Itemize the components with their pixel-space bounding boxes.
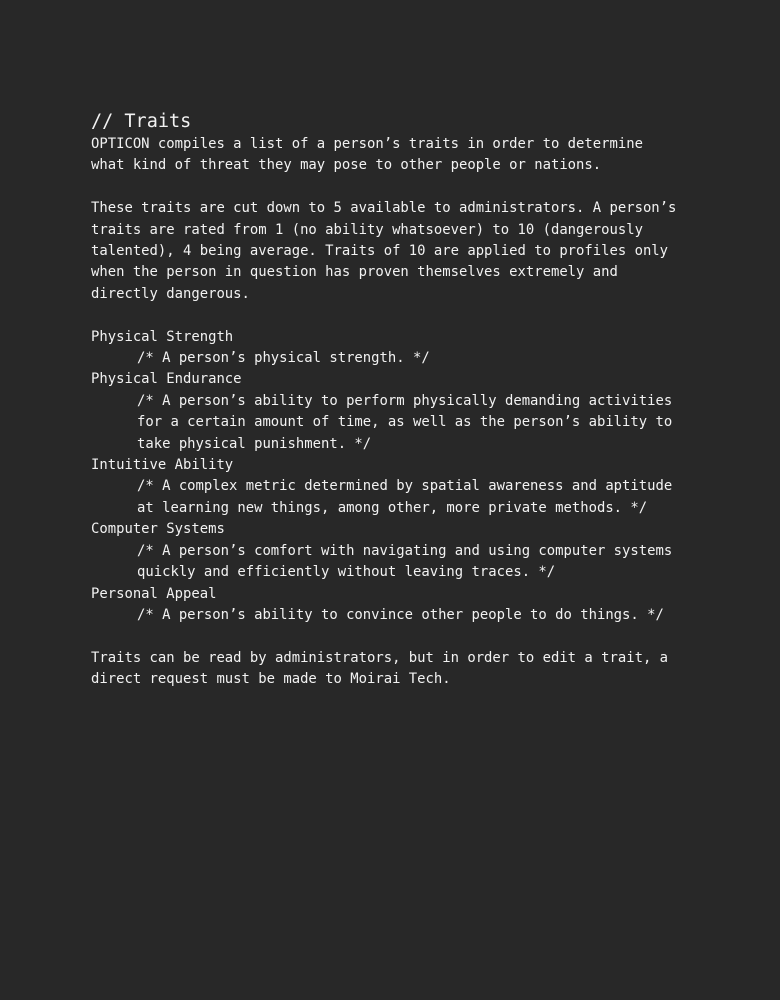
closing-line: direct request must be made to Moirai Tech. xyxy=(91,671,451,688)
closing-paragraph xyxy=(91,648,731,691)
rating-line: traits are rated from 1 (no ability whatsoever) to 10 (dangerously xyxy=(91,221,643,238)
trait-description-line: /* A person’s ability to perform physically demanding activities xyxy=(137,392,673,409)
intro-line: OPTICON compiles a list of a person’s traits in order to determine xyxy=(91,136,643,152)
trait-name: Personal Appeal xyxy=(91,585,217,602)
trait-description-line: /* A person’s physical strength. */ xyxy=(137,350,430,367)
rating-line: directly dangerous. xyxy=(91,285,250,302)
intro-line: what kind of threat they may pose to other people or nations. xyxy=(91,157,602,174)
trait-item-physical-endurance xyxy=(91,369,731,455)
traits-list xyxy=(91,327,731,627)
trait-item-personal-appeal xyxy=(91,584,731,627)
rating-line: when the person in question has proven themselves extremely and xyxy=(91,264,618,281)
paragraph-spacer xyxy=(91,177,731,198)
page-title: // Traits xyxy=(91,111,192,132)
trait-description-line: /* A person’s ability to convince other people to do things. */ xyxy=(137,606,664,623)
trait-item-computer-systems xyxy=(91,519,731,583)
trait-item-intuitive-ability xyxy=(91,455,731,519)
trait-description-line: at learning new things, among other, more private methods. */ xyxy=(137,499,648,516)
rating-line: talented), 4 being average. Traits of 10 are applied to profiles only xyxy=(91,243,669,260)
paragraph-spacer xyxy=(91,626,731,647)
document-content xyxy=(91,110,731,691)
closing-line: Traits can be read by administrators, but in order to edit a trait, a xyxy=(91,649,669,666)
trait-description-line: take physical punishment. */ xyxy=(137,435,372,452)
trait-name: Physical Endurance xyxy=(91,371,242,388)
trait-name: Computer Systems xyxy=(91,521,225,538)
trait-description-line: for a certain amount of time, as well as the person’s ability to xyxy=(137,414,673,431)
rating-line: These traits are cut down to 5 available to administrators. A person’s xyxy=(91,200,677,217)
trait-name: Intuitive Ability xyxy=(91,457,234,474)
trait-item-physical-strength xyxy=(91,327,731,370)
intro-paragraph xyxy=(91,134,731,177)
trait-name: Physical Strength xyxy=(91,328,234,345)
paragraph-spacer xyxy=(91,305,731,326)
trait-description-line: quickly and efficiently without leaving traces. */ xyxy=(137,564,556,581)
trait-description-line: /* A person’s comfort with navigating and using computer systems xyxy=(137,542,673,559)
trait-description-line: /* A complex metric determined by spatial awareness and aptitude xyxy=(137,478,673,495)
rating-paragraph xyxy=(91,198,731,305)
